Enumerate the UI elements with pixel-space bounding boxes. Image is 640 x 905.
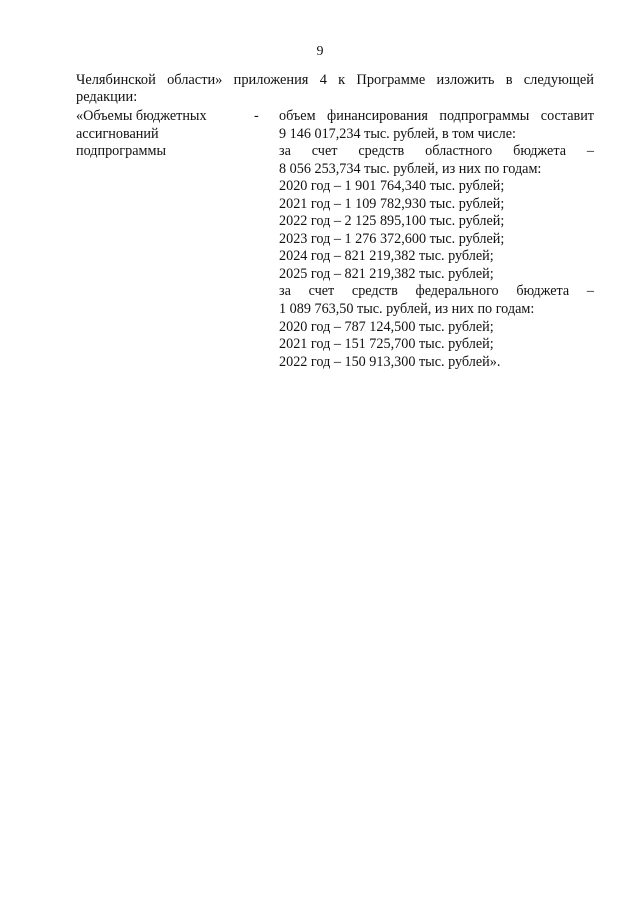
intro-paragraph xyxy=(76,72,594,106)
right-text-line: 2022 год – 150 913,300 тыс. рублей». xyxy=(279,353,501,370)
right-text-line: 9 146 017,234 тыс. рублей, в том числе: xyxy=(279,125,516,142)
right-text-line: 8 056 253,734 тыс. рублей, из них по годам: xyxy=(279,160,542,177)
right-text-line: 2022 год – 2 125 895,100 тыс. рублей; xyxy=(279,213,505,230)
right-text-line: 1 089 763,50 тыс. рублей, из них по годам: xyxy=(279,301,535,318)
table-dash: - xyxy=(254,108,259,124)
right-text-line: 2021 год – 151 725,700 тыс. рублей; xyxy=(279,336,494,353)
table-right-column xyxy=(279,108,594,371)
intro-line: редакции: xyxy=(76,89,138,105)
right-text-line: 2025 год – 821 219,382 тыс. рублей; xyxy=(279,265,494,282)
right-text-line: 2024 год – 821 219,382 тыс. рублей; xyxy=(279,248,494,265)
right-text-line: 2020 год – 787 124,500 тыс. рублей; xyxy=(279,318,494,335)
left-label-line: ассигнований xyxy=(76,125,159,142)
intro-line: Челябинской области» приложения 4 к Программе изложить в следующей xyxy=(76,72,594,88)
right-text-line: за счет средств областного бюджета – xyxy=(279,143,594,160)
right-text-line: объем финансирования подпрограммы составит xyxy=(279,108,594,124)
right-text-line: за счет средств федерального бюджета – xyxy=(279,283,594,300)
right-text-line: 2021 год – 1 109 782,930 тыс. рублей; xyxy=(279,195,505,212)
right-text-line: 2020 год – 1 901 764,340 тыс. рублей; xyxy=(279,178,505,195)
left-label-line: «Объемы бюджетных xyxy=(76,108,207,124)
right-text-line: 2023 год – 1 276 372,600 тыс. рублей; xyxy=(279,230,505,247)
left-label-line: подпрограммы xyxy=(76,143,166,160)
table-left-column xyxy=(76,108,246,161)
page-number: 9 xyxy=(316,44,324,59)
